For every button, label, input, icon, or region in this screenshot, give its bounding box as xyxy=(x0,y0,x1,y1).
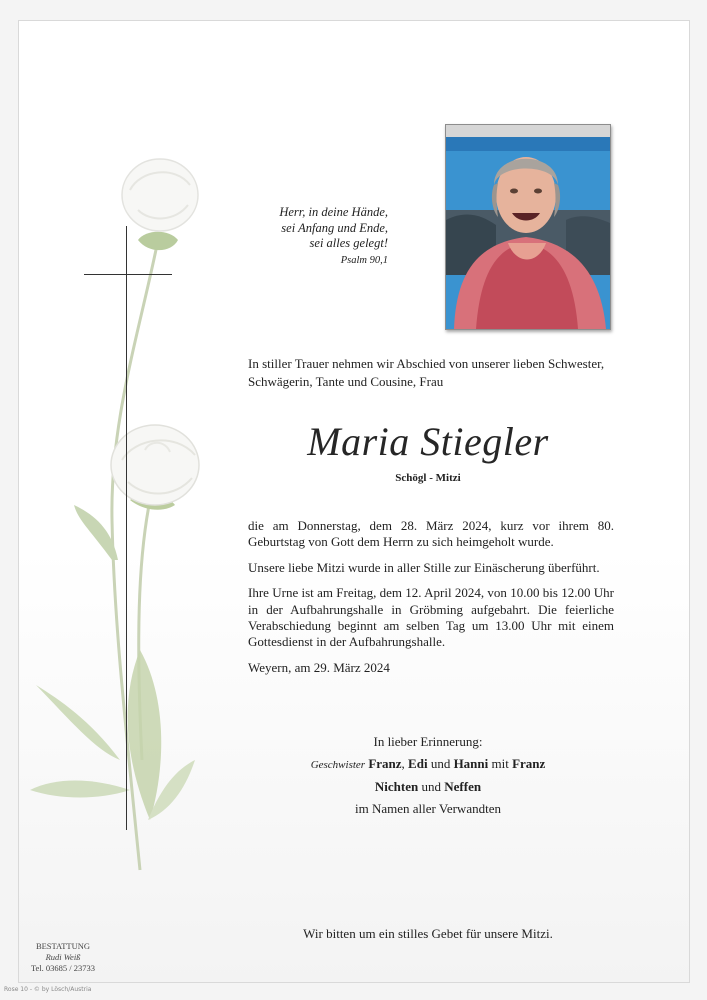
verse-line: sei alles gelegt! xyxy=(309,236,388,250)
with-word: mit xyxy=(491,756,509,771)
verse-line: Herr, in deine Hände, xyxy=(279,205,388,219)
obituary-body xyxy=(248,518,614,685)
relatives-line: im Namen aller Verwandten xyxy=(355,801,501,816)
verse-reference: Psalm 90,1 xyxy=(340,254,388,266)
memory-heading: In lieber Erinnerung: xyxy=(373,734,483,749)
siblings-label: Geschwister xyxy=(310,759,366,771)
sibling-name: Hanni xyxy=(453,756,489,771)
service-paragraph: Ihre Urne ist am Freitag, dem 12. April 2024, von 10.00 bis 12.00 Uhr in der Aufbahrungshalle in Gröbming aufgebahrt. Die feierliche Verabschiedung beginnt am selben Tag um 13.00 Uhr mit einem Gottesdienst in der Aufbahrungshalle. xyxy=(248,585,614,650)
undertaker-info xyxy=(22,941,104,974)
undertaker-title: BESTATTUNG xyxy=(35,941,91,951)
nephews-label: Neffen xyxy=(444,779,482,794)
passing-paragraph: die am Donnerstag, dem 28. März 2024, kurz vor ihrem 80. Geburtstag von Gott dem Herrn zu sich heimgeholt wurde. xyxy=(248,518,614,550)
nieces-label: Nichten xyxy=(374,779,419,794)
sibling-name: Franz xyxy=(368,756,402,771)
cross-horizontal xyxy=(84,274,172,275)
and-word: und xyxy=(421,779,441,794)
place-date: Weyern, am 29. März 2024 xyxy=(248,659,390,675)
cross-vertical xyxy=(126,226,127,830)
mourners-section xyxy=(248,731,608,820)
cremation-paragraph: Unsere liebe Mitzi wurde in aller Stille zur Einäscherung überführt. xyxy=(248,559,600,575)
verse-line: sei Anfang und Ende, xyxy=(281,220,388,235)
portrait-photo xyxy=(445,124,611,330)
undertaker-name: Rudi Weiß xyxy=(45,952,81,962)
deceased-name: Maria Stiegler xyxy=(307,419,549,464)
deceased-nickname: Schögl - Mitzi xyxy=(395,472,461,484)
sibling-spouse-name: Franz xyxy=(512,756,546,771)
sibling-name: Edi xyxy=(408,756,428,771)
prayer-request: Wir bitten um ein stilles Gebet für unsere Mitzi. xyxy=(303,926,553,941)
bible-verse xyxy=(240,205,388,268)
siblings-line: Geschwister Franz, Edi und Hanni mit Franz xyxy=(310,756,546,771)
copyright-footer: Rose 10 - © by Lösch/Austria xyxy=(4,986,92,993)
and-word: und xyxy=(430,756,451,771)
undertaker-phone: Tel. 03685 / 23733 xyxy=(30,963,96,973)
intro-text: In stiller Trauer nehmen wir Abschied von unserer lieben Schwester, Schwägerin, Tante und Cousine, Frau xyxy=(248,356,605,389)
nieces-nephews-line xyxy=(248,776,608,798)
